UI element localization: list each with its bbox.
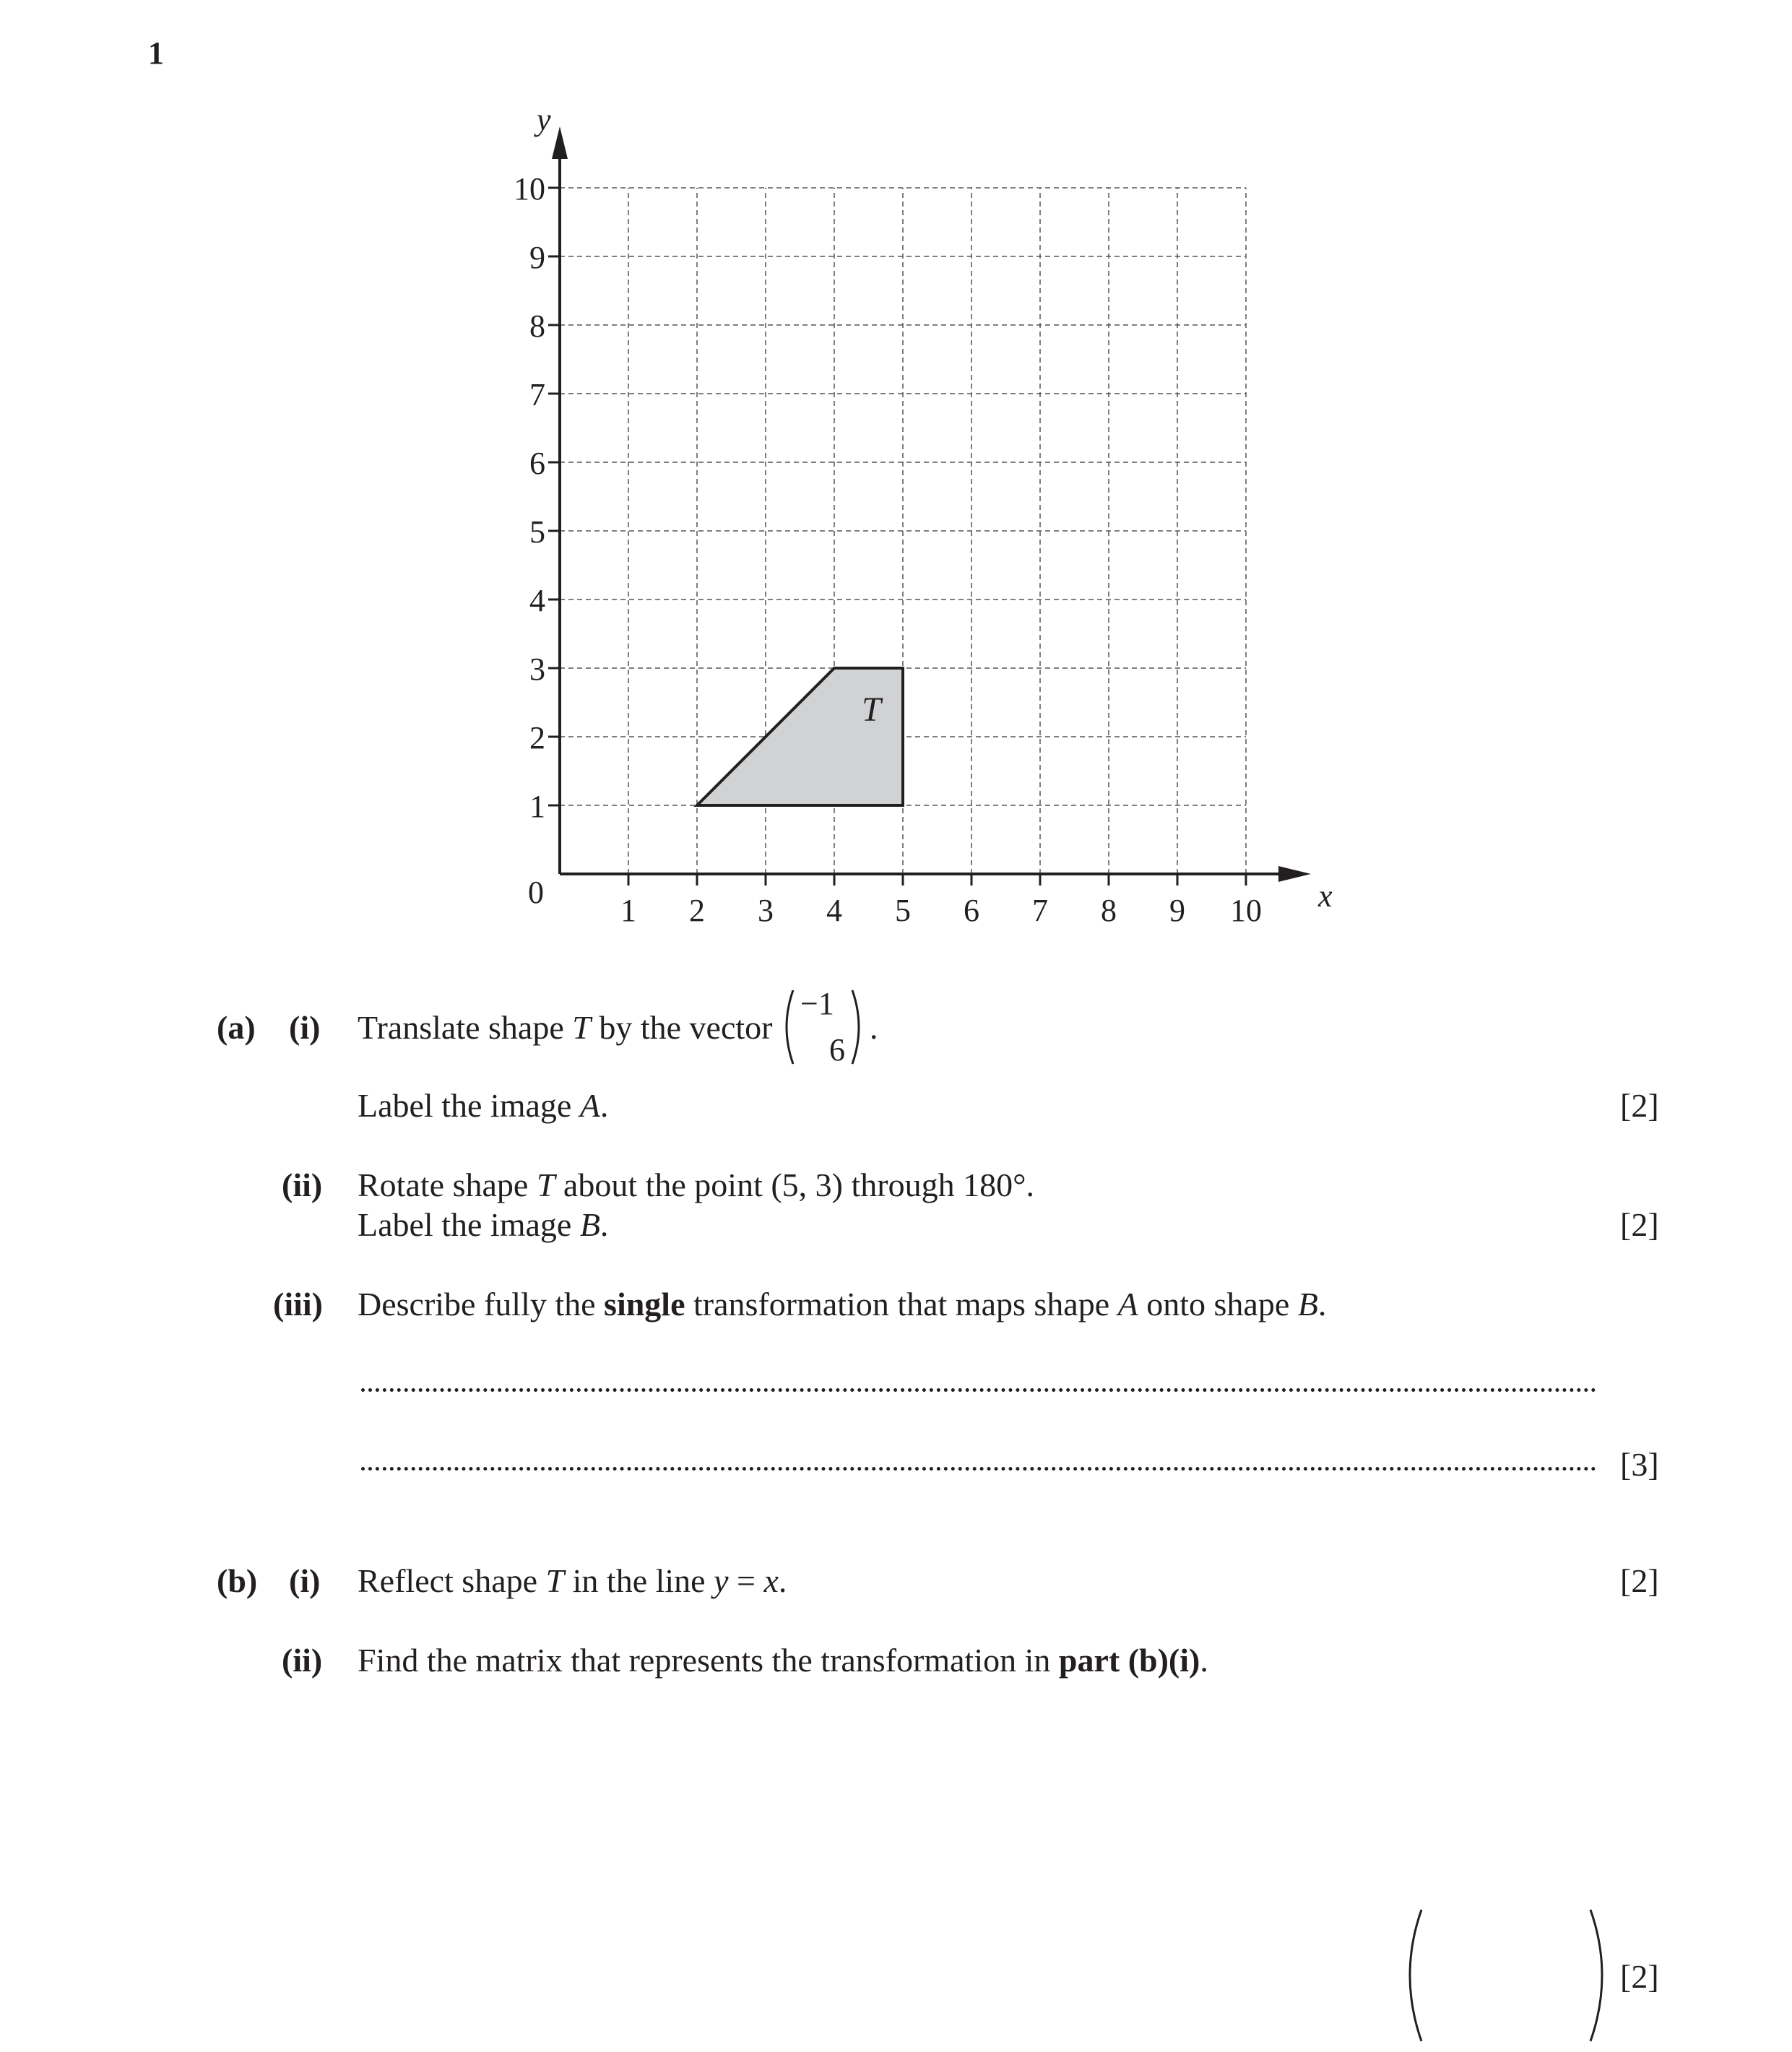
part-b-i-label: (i) <box>289 1562 321 1599</box>
origin-label: 0 <box>528 875 544 910</box>
part-a-iii-marks: [3] <box>1620 1446 1659 1483</box>
part-b-label: (b) <box>217 1562 258 1599</box>
y-axis-arrow <box>552 126 568 159</box>
tick-labels <box>514 102 1333 928</box>
part-b-i-marks: [2] <box>1620 1562 1659 1599</box>
y-tick-label-5: 5 <box>529 514 545 550</box>
y-axis-label: y <box>537 102 551 137</box>
part-b-ii-text: Find the matrix that represents the transformation in part (b)(i). <box>358 1642 1208 1679</box>
y-tick-label-3: 3 <box>529 651 545 687</box>
x-tick-label-9: 9 <box>1169 893 1185 928</box>
x-tick-label-1: 1 <box>620 893 636 928</box>
x-tick-label-7: 7 <box>1032 893 1048 928</box>
y-tick-label-7: 7 <box>529 377 545 412</box>
part-a-ii-line2: Label the image B. <box>358 1206 609 1243</box>
axes <box>552 126 1311 882</box>
vector-end: . <box>870 1009 878 1046</box>
x-axis-label: x <box>1318 878 1333 914</box>
part-b-ii-label: (ii) <box>282 1642 323 1679</box>
part-a-i-label: (i) <box>289 1009 321 1046</box>
part-a-iii-label: (iii) <box>273 1286 323 1322</box>
x-axis-arrow <box>1278 866 1311 882</box>
x-tick-label-4: 4 <box>826 893 842 928</box>
y-tick-label-4: 4 <box>529 583 545 618</box>
matrix-answer-brackets[interactable] <box>1401 1907 1618 2044</box>
part-a-i-marks: [2] <box>1620 1087 1659 1124</box>
part-a-ii-marks: [2] <box>1620 1206 1659 1243</box>
question-number: 1 <box>148 35 164 71</box>
y-tick-label-8: 8 <box>529 308 545 344</box>
part-a-i-text: Translate shape T by the vector <box>358 1009 773 1046</box>
y-tick-label-2: 2 <box>529 720 545 756</box>
part-a-iii-text: Describe fully the single transformation that maps shape A onto shape B. <box>358 1286 1327 1322</box>
vector-bottom: 6 <box>829 1032 845 1068</box>
part-a-ii-text: Rotate shape T about the point (5, 3) through 180°. <box>358 1166 1034 1203</box>
part-b-ii-marks: [2] <box>1620 1958 1659 1995</box>
x-tick-label-3: 3 <box>758 893 774 928</box>
y-tick-label-1: 1 <box>529 789 545 824</box>
x-tick-label-8: 8 <box>1101 893 1117 928</box>
y-tick-label-9: 9 <box>529 240 545 275</box>
coordinate-grid[interactable] <box>0 0 1792 953</box>
part-a-i-line2: Label the image A. <box>358 1087 609 1124</box>
x-tick-label-10: 10 <box>1230 893 1262 928</box>
part-a-ii-label: (ii) <box>282 1166 323 1203</box>
y-tick-label-10: 10 <box>514 171 545 207</box>
shape-label-T: T <box>862 691 881 729</box>
x-tick-label-2: 2 <box>689 893 705 928</box>
x-tick-label-5: 5 <box>895 893 911 928</box>
answer-line-1[interactable] <box>361 1388 1596 1392</box>
vector-top: −1 <box>800 986 834 1021</box>
part-b-i-text: Reflect shape T in the line y = x. <box>358 1562 787 1599</box>
part-a-label: (a) <box>217 1009 256 1046</box>
x-tick-label-6: 6 <box>964 893 979 928</box>
answer-line-2[interactable] <box>361 1467 1596 1471</box>
y-tick-label-6: 6 <box>529 446 545 481</box>
